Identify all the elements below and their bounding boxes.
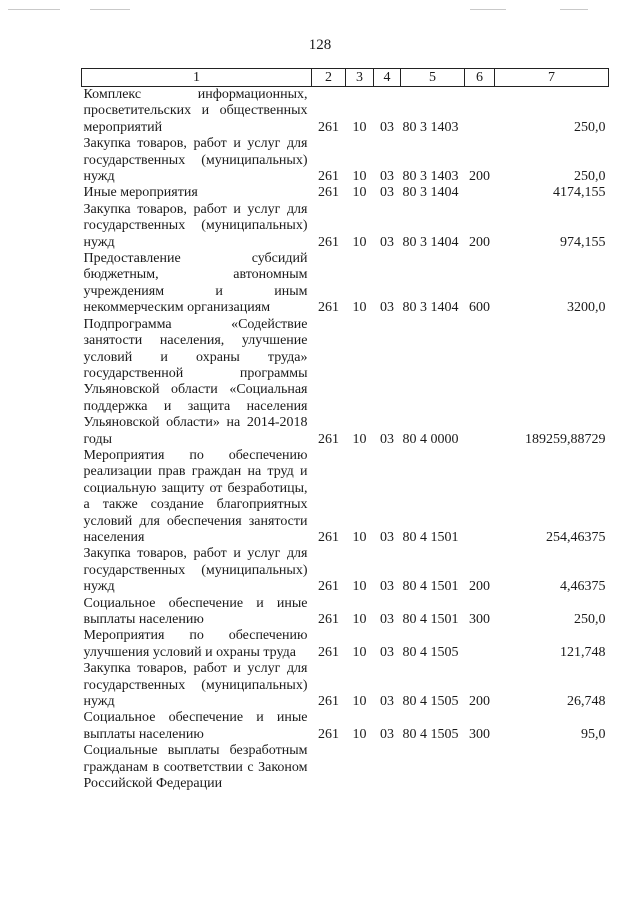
expense-type-code: 200 (469, 694, 490, 710)
table-row (82, 596, 609, 629)
expense-type-code: 200 (469, 579, 490, 595)
amount: 3200,0 (567, 300, 606, 316)
table-header-row (82, 69, 609, 87)
scan-artifact (90, 9, 130, 10)
section-code: 10 (352, 529, 367, 545)
table-row (82, 661, 609, 710)
section-code: 10 (352, 234, 367, 250)
section-code: 10 (352, 644, 367, 660)
amount: 254,46375 (546, 529, 606, 545)
expense-type-code: 200 (469, 234, 490, 250)
amount: 121,748 (560, 644, 606, 660)
subsection-code: 03 (380, 300, 394, 316)
target-article-code (401, 743, 465, 792)
table-row (82, 628, 609, 661)
expense-type-code (465, 743, 495, 792)
table-row (82, 136, 609, 185)
item-name: Закупка товаров, работ и услуг для государственных (муниципальных) нужд (83, 136, 308, 185)
subsection-code: 03 (380, 579, 394, 595)
subsection-code: 03 (380, 694, 394, 710)
item-name: Социальное обеспечение и иные выплаты населению (83, 595, 308, 627)
ministry-code: 261 (318, 612, 339, 627)
amount: 95,0 (581, 726, 606, 742)
item-name: Закупка товаров, работ и услуг для государственных (муниципальных) нужд (83, 201, 308, 250)
ministry-code: 261 (318, 644, 339, 660)
target-article-code: 80 4 1505 (402, 726, 459, 742)
subsection-code: 03 (380, 169, 394, 185)
table-row (82, 185, 609, 201)
target-article-code: 80 3 1404 (402, 185, 459, 201)
ministry-code: 261 (318, 300, 339, 316)
table-row (82, 317, 609, 448)
column-header: 5 (401, 69, 465, 87)
ministry-code (312, 743, 346, 792)
expense-type-code (465, 317, 495, 448)
item-name: Закупка товаров, работ и услуг для государственных (муниципальных) нужд (83, 661, 308, 710)
target-article-code: 80 4 1501 (402, 579, 459, 595)
table-row (82, 87, 609, 137)
item-name: Подпрограмма «Содействие занятости населения, улучшение условий и охраны труда» государственной программы Ульяновской области «Социальная поддержка и защита населения Ульяновской области» на 2014-2018 годы (83, 316, 308, 447)
table-row (82, 202, 609, 251)
section-code: 10 (352, 185, 367, 201)
amount: 250,0 (574, 612, 606, 627)
section-code: 10 (352, 579, 367, 595)
amount (495, 743, 609, 792)
item-name: Иные мероприятия (83, 185, 198, 201)
section-code: 10 (352, 431, 367, 447)
item-name: Мероприятия по обеспечению улучшения условий и охраны труда (83, 628, 308, 660)
column-header: 7 (495, 69, 609, 87)
column-header: 4 (374, 69, 401, 87)
target-article-code: 80 3 1403 (402, 169, 459, 185)
amount: 974,155 (560, 234, 606, 250)
item-name: Комплекс информационных, просветительских и общественных мероприятий (83, 87, 308, 135)
ministry-code: 261 (318, 579, 339, 595)
item-name: Социальные выплаты безработным гражданам в соответствии с Законом Российской Федерации (83, 743, 308, 792)
target-article-code: 80 4 0000 (402, 431, 459, 447)
expense-type-code (465, 628, 495, 661)
target-article-code: 80 4 1505 (402, 644, 459, 660)
expense-type-code: 300 (469, 726, 490, 742)
table-row (82, 743, 609, 792)
amount: 250,0 (574, 169, 606, 185)
target-article-code: 80 3 1403 (402, 119, 459, 135)
ministry-code: 261 (318, 726, 339, 742)
column-header: 6 (465, 69, 495, 87)
subsection-code: 03 (380, 529, 394, 545)
page-number: 128 (308, 37, 332, 53)
amount: 4,46375 (560, 579, 606, 595)
section-code: 10 (352, 694, 367, 710)
column-header: 2 (312, 69, 346, 87)
amount: 4174,155 (553, 185, 606, 201)
section-code: 10 (352, 726, 367, 742)
expense-type-code (465, 185, 495, 201)
target-article-code: 80 4 1501 (402, 612, 459, 627)
ministry-code: 261 (318, 169, 339, 185)
target-article-code: 80 3 1404 (402, 234, 459, 250)
subsection-code: 03 (380, 185, 394, 201)
column-header: 3 (346, 69, 374, 87)
column-header: 1 (82, 69, 312, 87)
section-code: 10 (352, 119, 367, 135)
target-article-code: 80 3 1404 (402, 300, 459, 316)
subsection-code (374, 743, 401, 792)
target-article-code: 80 4 1505 (402, 694, 459, 710)
section-code: 10 (352, 169, 367, 185)
amount: 189259,88729 (525, 431, 606, 447)
ministry-code: 261 (318, 529, 339, 545)
table-row (82, 546, 609, 595)
ministry-code: 261 (318, 185, 339, 201)
table-row (82, 710, 609, 743)
expense-type-code (465, 448, 495, 546)
ministry-code: 261 (318, 431, 339, 447)
subsection-code: 03 (380, 431, 394, 447)
ministry-code: 261 (318, 119, 339, 135)
scan-artifact (470, 9, 506, 10)
budget-table (81, 68, 609, 792)
expense-type-code: 200 (469, 169, 490, 185)
amount: 250,0 (574, 119, 606, 135)
scan-artifact (8, 9, 60, 10)
subsection-code: 03 (380, 612, 394, 627)
section-code: 10 (352, 300, 367, 316)
target-article-code: 80 4 1501 (402, 529, 459, 545)
item-name: Социальное обеспечение и иные выплаты населению (83, 710, 308, 742)
item-name: Мероприятия по обеспечению реализации прав граждан на труд и социальную защиту от безработицы, а также создание благоприятных условий для обеспечения занятости населения (83, 447, 308, 545)
subsection-code: 03 (380, 234, 394, 250)
section-code (346, 743, 374, 792)
subsection-code: 03 (380, 644, 394, 660)
item-name: Закупка товаров, работ и услуг для государственных (муниципальных) нужд (83, 546, 308, 595)
expense-type-code: 600 (469, 300, 490, 316)
section-code: 10 (352, 612, 367, 627)
table-row (82, 251, 609, 317)
expense-type-code (465, 87, 495, 137)
subsection-code: 03 (380, 119, 394, 135)
table-row (82, 448, 609, 546)
ministry-code: 261 (318, 234, 339, 250)
ministry-code: 261 (318, 694, 339, 710)
amount: 26,748 (567, 694, 606, 710)
item-name: Предоставление субсидий бюджетным, автономным учреждениям и иным некоммерческим организациям (83, 251, 308, 316)
subsection-code: 03 (380, 726, 394, 742)
scan-artifact (560, 9, 588, 10)
expense-type-code: 300 (469, 612, 490, 627)
